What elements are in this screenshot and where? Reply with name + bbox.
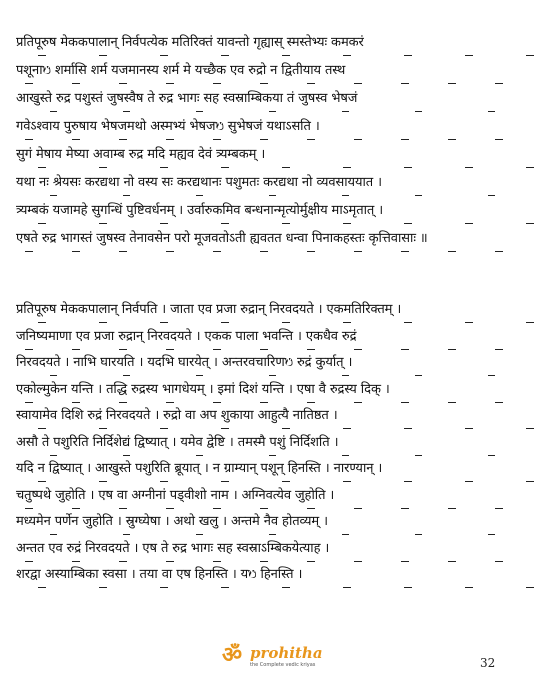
verse-line: मध्यमेन पर्णेन जुहोति । स्रुग्घ्येषा । अथो खलु । अन्तमे नैव होतव्यम् । [16, 512, 536, 539]
verse-line: प्रतिपूरुष मेककपालान् निर्वपत्येक मतिरिक्तं यावन्तो गृह्यास् स्मस्तेभ्यः कमकरं [16, 33, 536, 61]
prohitha-logo [222, 645, 332, 673]
verse-line: त्र्यम्बकं यजामहे सुगन्धिं पुष्टिवर्धनम् । उर्वारुकमिव बन्धनान्मृत्योर्मुक्षीय माऽमृतात् । [16, 201, 536, 229]
verse-line: यदि न द्विष्यात् । आखुस्ते पशुरिति ब्रूयात् । न ग्राम्यान् पशून् हिनस्ति । नारण्यान् । [16, 459, 536, 486]
verse-line: असौ ते पशुरिति निर्दिशेद्यं द्विष्यात् । यमेव द्वेष्टि । तमस्मै पशुं निर्दिशति । [16, 433, 536, 460]
verse-line: चतुष्पथे जुहोति । एष वा अग्नीनां पड्वीशो नाम । अग्निवत्येव जुहोति । [16, 486, 536, 513]
page-number: 32 [480, 656, 496, 670]
verse-line: अन्तत एव रुद्रं निरवदयते । एष ते रुद्र भागः सह स्वस्राऽम्बिकयेत्याह । [16, 539, 536, 566]
verse-line: सुगं मेषाय मेष्या अवाम्ब रुद्र मदि मह्यव देवं त्र्यम्बकम् । [16, 145, 536, 173]
verse-block-2 [16, 300, 536, 592]
verse-line: स्वायामेव दिशि रुद्रं निरवदयते । रुद्रो वा अप शुकाया आहुत्यै नातिष्ठत । [16, 406, 536, 433]
verse-line: यथा नः श्रेयसः करद्यथा नो वस्य सः करद्यथानः पशुमतः करद्यथा नो व्यवसाययात । [16, 173, 536, 201]
verse-line: निरवदयते । नाभि घारयति । यदभि घारयेत् । अन्तरवचारिणᳫ रुद्रं कुर्यात् । [16, 353, 536, 380]
verse-line: पशूनाᳫ शर्मासि शर्म यजमानस्य शर्म मे यच्छैक एव रुद्रो न द्वितीयाय तस्थ [16, 61, 536, 89]
verse-line: प्रतिपूरुष मेककपालान् निर्वपति । जाता एव प्रजा रुद्रान् निरवदयते । एकमतिरिक्तम् । [16, 300, 536, 327]
om-icon: ॐ [222, 643, 243, 668]
verse-line: आखुस्ते रुद्र पशुस्तं जुषस्वैष ते रुद्र भागः सह स्वस्राम्बिकया तं जुषस्व भेषजं [16, 89, 536, 117]
logo-name: prohitha [250, 644, 323, 662]
verse-line: एषते रुद्र भागस्तं जुषस्व तेनावसेन परो मूजवतोऽती ह्यवतत धन्वा पिनाकहस्तः कृत्तिवासाः ॥ [16, 229, 536, 257]
verse-line: एकोल्मुकेन यन्ति । तद्धि रुद्रस्य भागधेयम् । इमां दिशं यन्ति । एषा वै रुद्रस्य दिक् । [16, 380, 536, 407]
verse-line: गवेऽश्वाय पुरुषाय भेषजमथो अस्मभ्यं भेषजᳫ सुभेषजं यथाऽसति । [16, 117, 536, 145]
verse-line: जनिष्यमाणा एव प्रजा रुद्रान् निरवदयते । एकक पाला भवन्ति । एकधैव रुद्रं [16, 327, 536, 354]
verse-line: शरद्वा अस्याम्बिका स्वसा । तया वा एष हिनस्ति । यᳫ हिनस्ति । [16, 565, 536, 592]
logo-tagline: the Complete vedic kriyas [250, 662, 316, 668]
verse-block-1 [16, 33, 536, 257]
